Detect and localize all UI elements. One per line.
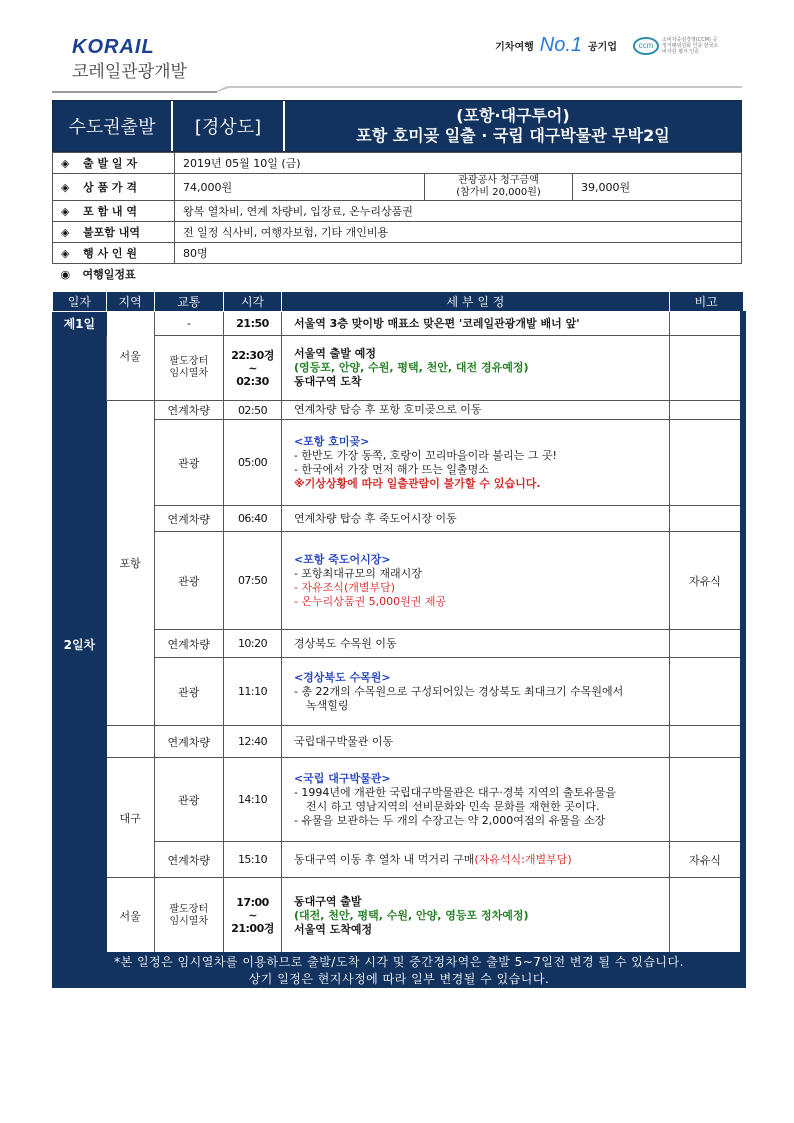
- people-value: 80명: [175, 243, 742, 264]
- category-label: 수도권출발: [53, 101, 171, 151]
- note-cell: [669, 658, 743, 726]
- transport-cell: 관광: [154, 658, 224, 726]
- ccm-logo: [633, 37, 722, 55]
- people-label: ◈ 행 사 인 원: [53, 243, 175, 264]
- note-cell: 자유식: [669, 532, 743, 630]
- info-row-itinerary: [53, 264, 742, 285]
- exclude-value: 전 일정 식사비, 여행자보험, 기타 개인비용: [175, 222, 742, 243]
- table-row: [53, 878, 744, 954]
- time-cell: 07:50: [224, 532, 282, 630]
- tour-name: 포항 호미곶 일출 · 국립 대구박물관 무박2일: [356, 126, 670, 145]
- time-cell: 02:50: [224, 401, 282, 420]
- detail-cell: <포항 죽도어시장> - 포항최대규모의 재래시장 - 자유조식(개별부담) - 온누리상품권 5,000원권 제공: [281, 532, 669, 630]
- col-note: 비고: [669, 292, 743, 312]
- info-row-include: [53, 201, 742, 222]
- detail-cell: <경상북도 수목원> - 총 22개의 수목원으로 구성되어있는 경상북도 최대크기 수목원에서 녹색힐링: [281, 658, 669, 726]
- title-band: [52, 100, 742, 152]
- col-day: 일자: [53, 292, 107, 312]
- note-cell: [669, 878, 743, 954]
- table-row: [53, 312, 744, 336]
- region-blank: [106, 726, 154, 758]
- award-prefix: 기차여행: [495, 42, 534, 53]
- table-row: [53, 758, 744, 842]
- schedule-table: [52, 291, 746, 954]
- ccm-text: 소비자중심경영(CCM) 공정거래위원회 인증 한국소비자원 평가 인증: [662, 36, 719, 55]
- header-divider: [52, 86, 742, 93]
- logo-english: KORAIL: [72, 36, 155, 58]
- note-cell: [669, 758, 743, 842]
- detail-cell: <국립 대구박물관> - 1994년에 개관한 국립대구박물관은 대구·경북 지역의 출토유물을 전시 하고 영남지역의 선비문화와 민속 문화를 재현한 곳이다. - 유물을 보관하는 두 개의 수장고는 약 2,000여점의 유물을 소장: [281, 758, 669, 842]
- tour-subtitle: (포항·대구투어): [456, 106, 570, 125]
- ccm-mark: ccm: [633, 37, 659, 55]
- region-label: [경상도]: [171, 101, 283, 151]
- departure-value: 2019년 05월 10일 (금): [175, 153, 742, 174]
- info-row-price: [53, 174, 742, 201]
- table-row: [53, 420, 744, 506]
- region-seoul: 서울: [106, 312, 154, 401]
- transport-cell: 연계차량: [154, 842, 224, 878]
- detail-cell: 국립대구박물관 이동: [281, 726, 669, 758]
- price-label: ◈ 상 품 가 격: [53, 174, 175, 201]
- exclude-label: ◈ 불포함 내역: [53, 222, 175, 243]
- footer-notice: [52, 952, 746, 988]
- page-header: [52, 28, 742, 93]
- detail-cell: 서울역 출발 예정 (영등포, 안양, 수원, 평택, 천안, 대전 경유예정) 동대구역 도착: [281, 336, 669, 401]
- day1-cell: 제1일: [53, 312, 107, 336]
- time-cell: 17:00 ~ 21:00경: [224, 878, 282, 954]
- transport-cell: 관광: [154, 532, 224, 630]
- table-row: [53, 658, 744, 726]
- note-cell: [669, 506, 743, 532]
- col-detail: 세 부 일 정: [281, 292, 669, 312]
- transport-cell: 연계차량: [154, 506, 224, 532]
- note-cell: [669, 726, 743, 758]
- detail-cell: 동대구역 출발 (대전, 천안, 평택, 수원, 안양, 영등포 정차예정) 서울역 도착예정: [281, 878, 669, 954]
- tour-title: [283, 101, 741, 151]
- col-region: 지역: [106, 292, 154, 312]
- col-time: 시각: [224, 292, 282, 312]
- detail-cell: 동대구역 이동 후 열차 내 먹거리 구매(자유석식:개별부담): [281, 842, 669, 878]
- info-table: [52, 152, 742, 285]
- time-cell: 05:00: [224, 420, 282, 506]
- time-cell: 14:10: [224, 758, 282, 842]
- footer-line-1: *본 일정은 임시열차를 이용하므로 출발/도착 시각 및 중간정차역은 출발 5~7일전 변경 될 수 있습니다.: [114, 955, 684, 969]
- award-badge: [495, 34, 722, 57]
- transport-cell: 연계차량: [154, 401, 224, 420]
- footer-line-2: 상기 일정은 현지사정에 따라 일부 변경될 수 있습니다.: [248, 972, 550, 986]
- detail-cell: 서울역 3층 맞이방 매표소 맞은편 '코레일관광개발 배너 앞': [281, 312, 669, 336]
- include-label: ◈ 포 함 내 역: [53, 201, 175, 222]
- table-row: [53, 506, 744, 532]
- award-suffix: 공기업: [588, 42, 617, 53]
- info-row-departure: [53, 153, 742, 174]
- transport-cell: 팔도장터 임시열차: [154, 336, 224, 401]
- region-pohang: 포항: [106, 401, 154, 726]
- claim-label: 관광공사 청구금액 (참가비 20,000원): [425, 174, 573, 201]
- korail-logo: [72, 36, 187, 82]
- time-cell: 12:40: [224, 726, 282, 758]
- detail-cell: 연계차량 탑승 후 죽도어시장 이동: [281, 506, 669, 532]
- include-value: 왕복 열차비, 연계 차량비, 입장료, 온누리상품권: [175, 201, 742, 222]
- logo-korean: 코레일관광개발: [72, 62, 187, 82]
- info-row-people: [53, 243, 742, 264]
- table-row: [53, 532, 744, 630]
- transport-cell: 관광: [154, 420, 224, 506]
- time-cell: 06:40: [224, 506, 282, 532]
- note-cell: [669, 401, 743, 420]
- time-cell: 10:20: [224, 630, 282, 658]
- transport-cell: 연계차량: [154, 726, 224, 758]
- col-transport: 교통: [154, 292, 224, 312]
- table-row: [53, 842, 744, 878]
- table-row: [53, 401, 744, 420]
- note-cell: [669, 630, 743, 658]
- detail-cell: 경상북도 수목원 이동: [281, 630, 669, 658]
- claim-value: 39,000원: [573, 174, 742, 201]
- transport-cell: 관광: [154, 758, 224, 842]
- price-value: 74,000원: [175, 174, 425, 201]
- detail-cell: <포항 호미곶> - 한반도 가장 동쪽, 호랑이 꼬리마을이라 불리는 그 곳! - 한국에서 가장 먼저 해가 뜨는 일출명소 ※기상상황에 따라 일출관람이 불가할 수 있습니다.: [281, 420, 669, 506]
- transport-cell: 연계차량: [154, 630, 224, 658]
- table-row: [53, 336, 744, 401]
- time-cell: 15:10: [224, 842, 282, 878]
- departure-label: ◈ 출 발 일 자: [53, 153, 175, 174]
- time-cell: 21:50: [224, 312, 282, 336]
- detail-cell: 연계차량 탑승 후 포항 호미곶으로 이동: [281, 401, 669, 420]
- schedule-header-row: [53, 292, 744, 312]
- region-daegu: 대구: [106, 758, 154, 878]
- note-cell: [669, 312, 743, 336]
- note-cell: [669, 420, 743, 506]
- award-rank: No.1: [539, 34, 583, 56]
- itinerary-label: ◉ 여행일정표: [60, 268, 136, 282]
- time-cell: 11:10: [224, 658, 282, 726]
- info-row-exclude: [53, 222, 742, 243]
- transport-cell: -: [154, 312, 224, 336]
- table-row: [53, 630, 744, 658]
- time-cell: 22:30경 ~ 02:30: [224, 336, 282, 401]
- region-seoul-return: 서울: [106, 878, 154, 954]
- day2-cell: 2일차: [53, 336, 107, 954]
- note-cell: 자유식: [669, 842, 743, 878]
- transport-cell: 팔도장터 임시열차: [154, 878, 224, 954]
- table-row: [53, 726, 744, 758]
- note-cell: [669, 336, 743, 401]
